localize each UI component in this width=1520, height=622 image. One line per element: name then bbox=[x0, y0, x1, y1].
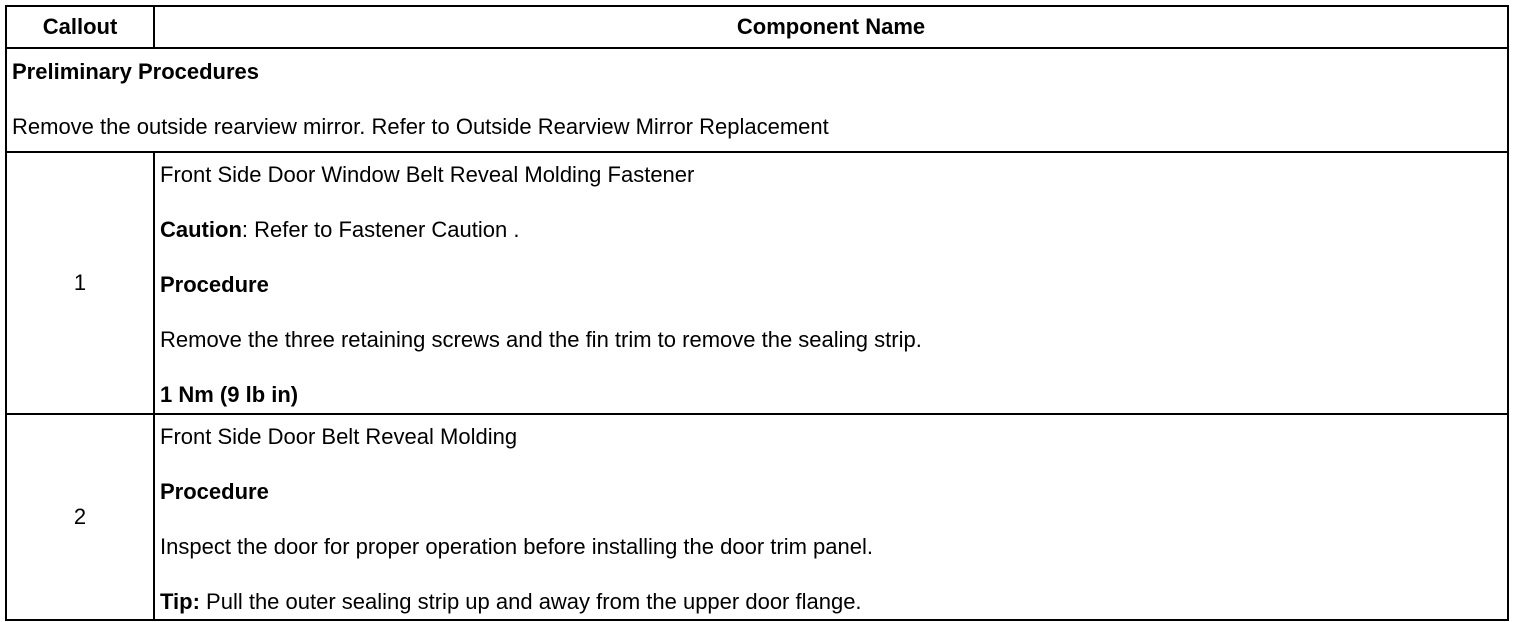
component-cell bbox=[154, 414, 1508, 620]
component-name: Front Side Door Belt Reveal Molding bbox=[160, 424, 518, 449]
procedure-text: Remove the three retaining screws and the fin trim to remove the sealing strip. bbox=[160, 327, 922, 352]
caution-label: Caution bbox=[160, 217, 242, 242]
preliminary-cell bbox=[6, 48, 1508, 152]
caution-line bbox=[155, 217, 1507, 243]
component-name: Front Side Door Window Belt Reveal Molding Fastener bbox=[160, 162, 695, 187]
torque-spec: 1 Nm (9 lb in) bbox=[160, 382, 299, 407]
tip-text: Pull the outer sealing strip up and away from the upper door flange. bbox=[199, 589, 862, 614]
procedure-label: Procedure bbox=[160, 272, 269, 297]
procedure-label: Procedure bbox=[160, 479, 269, 504]
preliminary-text: Remove the outside rearview mirror. Refer to Outside Rearview Mirror Replacement bbox=[12, 114, 829, 139]
procedure-text: Inspect the door for proper operation before installing the door trim panel. bbox=[160, 534, 873, 559]
tip-label: Tip: bbox=[160, 589, 200, 614]
procedure-table bbox=[5, 5, 1509, 621]
table-row bbox=[6, 152, 1508, 414]
component-cell bbox=[154, 152, 1508, 414]
callout-cell: 2 bbox=[6, 414, 154, 620]
callout-cell: 1 bbox=[6, 152, 154, 414]
tip-line bbox=[155, 589, 1507, 615]
table-row bbox=[6, 414, 1508, 620]
preliminary-title: Preliminary Procedures bbox=[12, 59, 260, 84]
table-header-row bbox=[6, 6, 1508, 48]
preliminary-row bbox=[6, 48, 1508, 152]
header-component-name: Component Name bbox=[154, 6, 1508, 48]
header-callout: Callout bbox=[6, 6, 154, 48]
caution-text: : Refer to Fastener Caution . bbox=[241, 217, 520, 242]
